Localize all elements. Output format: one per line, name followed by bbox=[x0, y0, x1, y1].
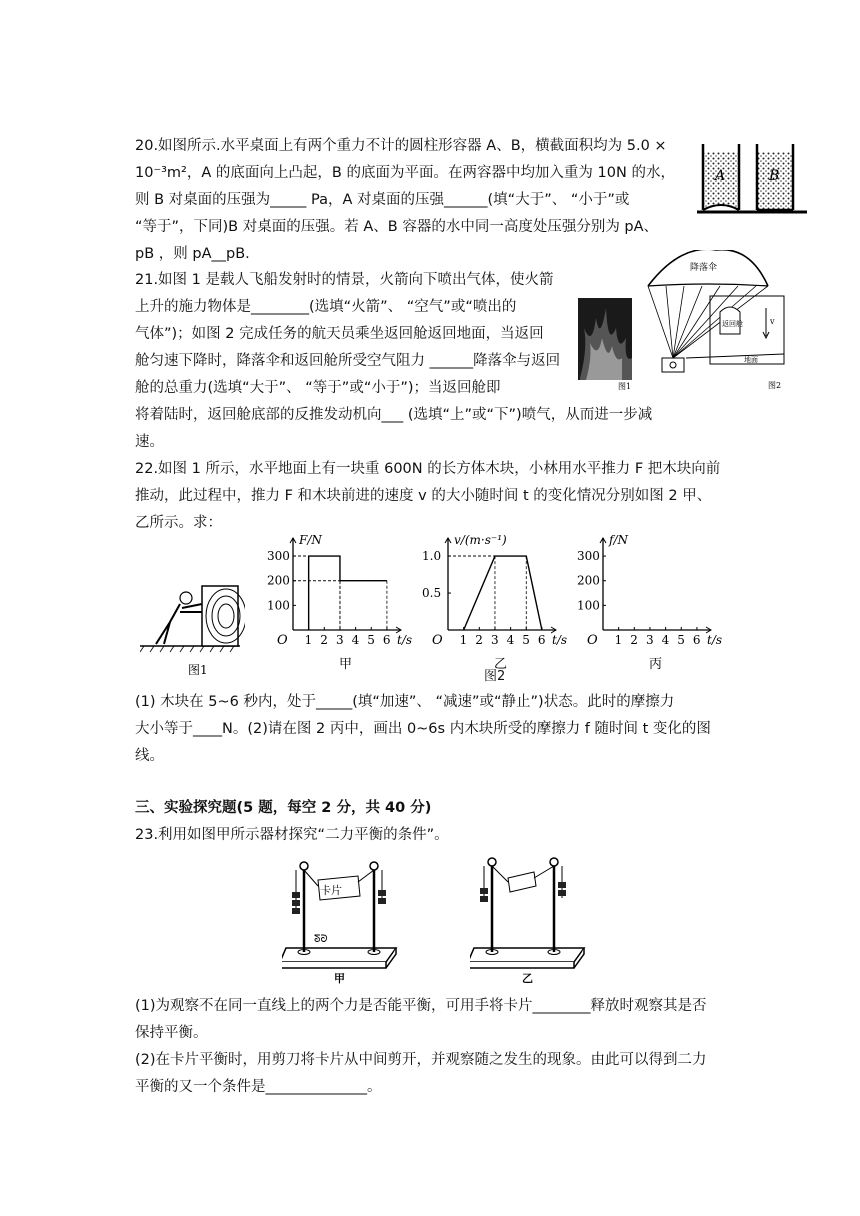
y-tick-label: 300 bbox=[267, 549, 290, 564]
apparatus-yi-caption: 乙 bbox=[522, 972, 533, 984]
x-tick-label: 6 bbox=[537, 633, 546, 647]
q22-line-1: 22.如图 1 所示，水平地面上有一块重 600N 的长方体木块，小林用水平推力 F 把木块向前 bbox=[135, 461, 721, 477]
q22-line-2: 推动，此过程中，推力 F 和木块前进的速度 v 的大小随时间 t 的变化情况分别如图 2 甲、 bbox=[135, 488, 712, 504]
x-axis-label: t/s bbox=[552, 633, 568, 647]
q21-line-1: 21.如图 1 是载人飞船发射时的情景，火箭向下喷出气体，使火箭 bbox=[135, 272, 554, 288]
pushing-block-figure bbox=[140, 580, 245, 675]
origin-label: O bbox=[277, 633, 288, 648]
svg-text:ᘕᘐ: ᘕᘐ bbox=[314, 934, 328, 945]
section3-heading: 三、实验探究题(5 题，每空 2 分，共 40 分) bbox=[135, 800, 432, 816]
y-tick-label: 100 bbox=[267, 598, 290, 613]
ground-label: 地面 bbox=[744, 356, 758, 364]
card-label: 卡片 bbox=[320, 884, 342, 897]
y-axis-label: F/N bbox=[299, 533, 322, 547]
chart-jia bbox=[265, 522, 415, 672]
q23-line-4: 平衡的又一个条件是______________。 bbox=[135, 1079, 382, 1095]
x-tick-label: 4 bbox=[506, 633, 515, 647]
series-line bbox=[309, 556, 387, 630]
y-axis-label: v/(m·s⁻¹) bbox=[454, 533, 507, 547]
x-axis-label: t/s bbox=[397, 633, 413, 647]
x-tick-label: 3 bbox=[645, 633, 654, 647]
origin-label: O bbox=[432, 633, 443, 648]
parachute-figure bbox=[640, 250, 788, 390]
series-line bbox=[464, 556, 542, 630]
q22-fig1-caption: 图1 bbox=[188, 663, 208, 675]
q21-line-6: 将着陆时，返回舱底部的反推发动机向___ (选填“上”或“下”)喷气，从而进一步减 bbox=[135, 407, 653, 423]
y-tick-label: 300 bbox=[577, 549, 600, 564]
q20-line-4: “等于”，下同)B 对桌面的压强。若 A、B 容器的水中同一高度处压强分别为 pA、 bbox=[135, 219, 659, 235]
x-tick-label: 1 bbox=[614, 633, 623, 647]
q21-line-5: 舱的总重力(选填“大于”、 “等于”或“小于”)；当返回舱即 bbox=[135, 380, 501, 396]
x-tick-label: 6 bbox=[382, 633, 391, 647]
x-tick-label: 5 bbox=[677, 633, 685, 647]
x-tick-label: 4 bbox=[661, 633, 670, 647]
q20-line-5: pB ，则 pA__pB. bbox=[135, 246, 250, 262]
apparatus-jia-caption: 甲 bbox=[334, 972, 345, 984]
parachute-label: 降落伞 bbox=[690, 263, 718, 273]
chart-yi bbox=[420, 522, 570, 672]
q22-after-line-3: 线。 bbox=[135, 748, 164, 764]
y-tick-label: 1.0 bbox=[422, 549, 442, 564]
x-tick-label: 1 bbox=[304, 633, 313, 647]
x-tick-label: 5 bbox=[367, 633, 375, 647]
container-b-label: B bbox=[769, 168, 780, 184]
x-tick-label: 3 bbox=[335, 633, 344, 647]
q23-title: 23.利用如图甲所示器材探究“二力平衡的条件”。 bbox=[135, 827, 449, 843]
q22-after-line-1: (1) 木块在 5~6 秒内，处于_____(填“加速”、 “减速”或“静止”)状态。此时的摩擦力 bbox=[135, 694, 675, 710]
y-tick-label: 200 bbox=[577, 573, 600, 588]
y-tick-label: 0.5 bbox=[422, 586, 442, 601]
q22-after-line-2: 大小等于____N。(2)请在图 2 丙中，画出 0~6s 内木块所受的摩擦力 f 随时间 t 变化的图 bbox=[135, 721, 711, 737]
q22-fig2-caption: 图2 bbox=[484, 669, 506, 684]
x-tick-label: 2 bbox=[320, 633, 328, 647]
y-tick-label: 200 bbox=[267, 573, 290, 588]
q23-line-3: (2)在卡片平衡时，用剪刀将卡片从中间剪开，并观察随之发生的现象。由此可以得到二力 bbox=[135, 1052, 707, 1068]
origin-label: O bbox=[587, 633, 598, 648]
chart-caption: 甲 bbox=[339, 657, 353, 672]
chart-caption: 丙 bbox=[649, 657, 663, 672]
q21-line-7: 速。 bbox=[135, 434, 164, 450]
q21-line-3: 气体”)；如图 2 完成任务的航天员乘坐返回舱返回地面，当返回 bbox=[135, 326, 544, 342]
q21-line-2: 上升的施力物体是________(选填“火箭”、 “空气”或“喷出的 bbox=[135, 299, 517, 315]
x-tick-label: 3 bbox=[490, 633, 499, 647]
q23-line-2: 保持平衡。 bbox=[135, 1025, 208, 1041]
velocity-label: v bbox=[770, 317, 775, 326]
x-tick-label: 2 bbox=[475, 633, 483, 647]
apparatus-yi bbox=[470, 852, 588, 984]
x-axis-label: t/s bbox=[707, 633, 723, 647]
chart-bing bbox=[575, 522, 725, 672]
rocket-launch-image bbox=[578, 298, 634, 390]
x-tick-label: 2 bbox=[630, 633, 638, 647]
q20-line-2: 10⁻³m²，A 的底面向上凸起，B 的底面为平面。在两容器中均加入重为 10N 的水， bbox=[135, 165, 675, 181]
q21-line-4: 舱匀速下降时，降落伞和返回舱所受空气阻力 ______降落伞与返回 bbox=[135, 353, 561, 369]
x-tick-label: 1 bbox=[459, 633, 468, 647]
capsule-label: 返回舱 bbox=[722, 320, 743, 328]
container-a-label: A bbox=[715, 168, 726, 184]
q20-line-1: 20.如图所示.水平桌面上有两个重力不计的圆柱形容器 A、B，横截面积均为 5.0 × bbox=[135, 138, 667, 154]
containers-figure bbox=[697, 142, 807, 222]
y-tick-label: 100 bbox=[577, 598, 600, 613]
x-tick-label: 4 bbox=[351, 633, 360, 647]
apparatus-jia bbox=[282, 852, 400, 984]
fig1-label: 图1 bbox=[618, 382, 632, 390]
fig2-label: 图2 bbox=[768, 381, 782, 390]
y-axis-label: f/N bbox=[609, 533, 628, 547]
q20-line-3: 则 B 对桌面的压强为_____ Pa，A 对桌面的压强______(填“大于”、 “小于”或 bbox=[135, 192, 630, 208]
q22-line-3: 乙所示。求： bbox=[135, 515, 222, 531]
q23-line-1: (1)为观察不在同一直线上的两个力是否能平衡，可用手将卡片________释放时观察其是否 bbox=[135, 998, 707, 1014]
x-tick-label: 6 bbox=[692, 633, 701, 647]
chart-caption: 乙 bbox=[494, 657, 508, 672]
x-tick-label: 5 bbox=[522, 633, 530, 647]
